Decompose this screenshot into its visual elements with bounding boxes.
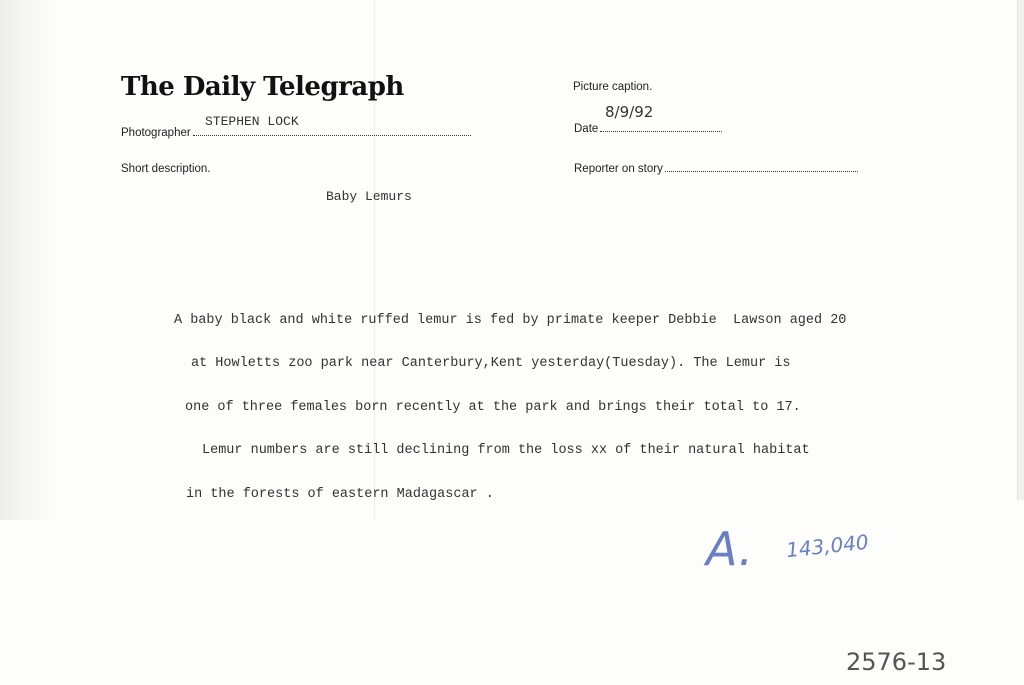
archive-letter: A. [706,522,753,576]
date-dotted-line [600,131,722,132]
picture-caption-label: Picture caption. [573,81,653,93]
reporter-label: Reporter on story [574,163,663,175]
newspaper-masthead: The Daily Telegraph [121,72,404,102]
date-row [574,123,722,135]
archive-number: 143,040 [784,529,870,563]
caption-line: A baby black and white ruffed lemur is fed by primate keeper Debbie Lawson aged 20 [174,313,847,328]
caption-line: in the forests of eastern Madagascar . [186,487,494,502]
scan-edge-right [1017,0,1024,500]
scan-edge [0,0,60,520]
date-value: 8/9/92 [605,103,654,121]
date-label: Date [574,123,599,135]
caption-line: one of three females born recently at the park and brings their total to 17. [185,400,801,415]
reference-number: 2576-13 [846,648,947,676]
caption-line: at Howletts zoo park near Canterbury,Kent yesterday(Tuesday). The Lemur is [191,356,791,371]
short-description-label: Short description. [121,163,211,175]
photographer-row [121,127,471,139]
reporter-row [574,163,858,175]
photographer-value: STEPHEN LOCK [205,114,299,129]
reporter-dotted-line [665,171,858,172]
photographer-label: Photographer [121,127,191,139]
photographer-dotted-line [193,135,471,136]
caption-line: Lemur numbers are still declining from the loss xx of their natural habitat [202,443,810,458]
short-description-value: Baby Lemurs [326,189,412,204]
